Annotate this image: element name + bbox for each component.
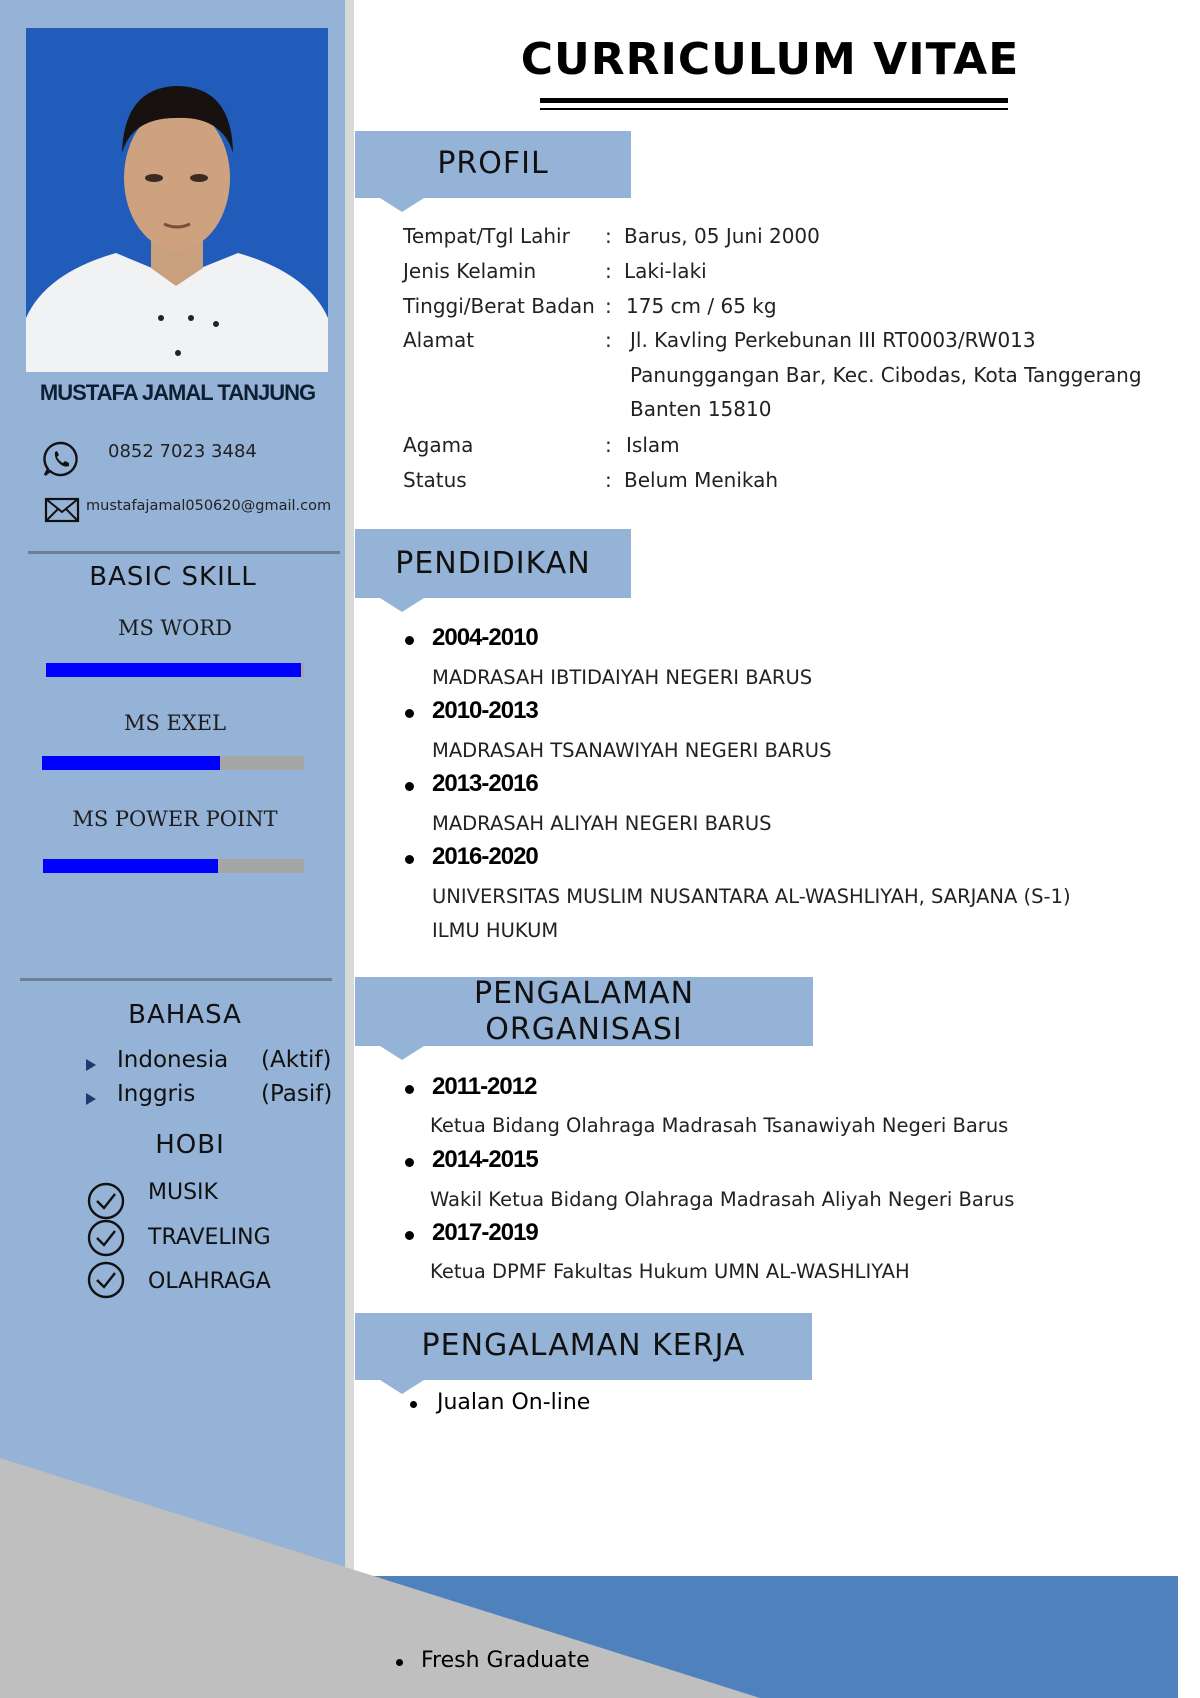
- profil-value: Barus, 05 Juni 2000: [624, 224, 820, 248]
- education-years: 2013-2016: [432, 770, 538, 797]
- organisasi-desc: Ketua Bidang Olahraga Madrasah Tsanawiyah Negeri Barus: [430, 1114, 1009, 1137]
- arrow-bullet-icon: [86, 1093, 96, 1105]
- profil-value: 175 cm / 65 kg: [626, 294, 777, 318]
- profil-value-cont: Panunggangan Bar, Kec. Cibodas, Kota Tanggerang: [630, 363, 1142, 387]
- profil-title: PROFIL: [437, 146, 549, 181]
- language-name: Inggris: [117, 1081, 196, 1107]
- colon: :: [605, 468, 612, 492]
- profile-photo: [26, 28, 328, 372]
- document-title: CURRICULUM VITAE: [520, 34, 1020, 85]
- language-name: Indonesia: [117, 1047, 229, 1073]
- education-desc: MADRASAH IBTIDAIYAH NEGERI BARUS: [432, 666, 813, 689]
- profil-value: Laki-laki: [624, 259, 707, 283]
- bullet: [405, 1231, 414, 1240]
- profil-label: Agama: [403, 433, 474, 457]
- header-notch: [380, 598, 424, 612]
- organisasi-years: 2017-2019: [432, 1219, 538, 1246]
- colon: :: [605, 328, 612, 352]
- education-years: 2004-2010: [432, 624, 538, 651]
- skill-bar-ms-word: [46, 663, 304, 677]
- profil-value-cont: Banten 15810: [630, 397, 772, 421]
- check-circle-icon: [87, 1219, 125, 1257]
- bullet: [410, 1401, 417, 1408]
- colon: :: [605, 224, 612, 248]
- organisasi-years: 2014-2015: [432, 1146, 538, 1173]
- sidebar-divider: [28, 551, 340, 554]
- skill-label-ms-power-point: MS POWER POINT: [72, 807, 278, 831]
- skill-bar-fill: [46, 663, 301, 677]
- education-desc: UNIVERSITAS MUSLIM NUSANTARA AL-WASHLIYAH, SARJANA (S-1): [432, 885, 1071, 908]
- hobby-item: MUSIK: [148, 1180, 218, 1205]
- kerja-title: PENGALAMAN KERJA: [421, 1328, 746, 1363]
- hobby-item: TRAVELING: [148, 1225, 271, 1250]
- education-years: 2010-2013: [432, 697, 538, 724]
- person-portrait-icon: [26, 28, 328, 372]
- profil-label: Tempat/Tgl Lahir: [403, 224, 570, 248]
- profil-label: Status: [403, 468, 467, 492]
- profil-value: Islam: [626, 433, 680, 457]
- education-years: 2016-2020: [432, 843, 538, 870]
- skill-label-ms-word: MS WORD: [117, 616, 232, 640]
- title-underline: [540, 108, 1008, 110]
- profil-label: Alamat: [403, 328, 475, 352]
- skill-bar-fill: [42, 756, 220, 770]
- organisasi-title: [355, 976, 813, 1048]
- check-circle-icon: [87, 1182, 125, 1220]
- language-level: (Aktif): [261, 1047, 332, 1073]
- skill-label-ms-exel: MS EXEL: [123, 711, 227, 735]
- organisasi-desc: Ketua DPMF Fakultas Hukum UMN AL-WASHLIYAH: [430, 1260, 910, 1283]
- profil-value: Jl. Kavling Perkebunan III RT0003/RW013: [630, 328, 1036, 352]
- organisasi-title-line2: ORGANISASI: [485, 1012, 683, 1047]
- organisasi-years: 2011-2012: [432, 1073, 537, 1100]
- sidebar-divider: [20, 978, 332, 981]
- header-notch: [380, 1046, 424, 1060]
- bahasa-title: BAHASA: [128, 1000, 242, 1030]
- whatsapp-icon: [42, 440, 80, 478]
- bullet: [396, 1659, 403, 1666]
- header-notch: [380, 198, 424, 212]
- bullet: [405, 1158, 414, 1167]
- mail-icon: [44, 496, 80, 524]
- arrow-bullet-icon: [86, 1059, 96, 1071]
- check-circle-icon: [87, 1261, 125, 1299]
- full-name: MUSTAFA JAMAL TANJUNG: [39, 380, 316, 405]
- education-desc: MADRASAH ALIYAH NEGERI BARUS: [432, 812, 772, 835]
- profil-label: Jenis Kelamin: [403, 259, 537, 283]
- bullet: [405, 636, 414, 645]
- profil-label: Tinggi/Berat Badan: [403, 294, 595, 318]
- email-address: mustafajamal050620@gmail.com: [86, 498, 332, 514]
- title-underline: [540, 98, 1008, 103]
- header-notch: [380, 1380, 424, 1394]
- organisasi-title-line1: PENGALAMAN: [473, 976, 695, 1011]
- skill-bar-fill: [43, 859, 218, 873]
- colon: :: [605, 294, 612, 318]
- bullet: [405, 709, 414, 718]
- skill-bar-ms-exel: [42, 756, 304, 770]
- phone-number: 0852 7023 3484: [108, 441, 257, 462]
- organisasi-desc: Wakil Ketua Bidang Olahraga Madrasah Aliyah Negeri Barus: [430, 1188, 1015, 1211]
- bullet: [405, 855, 414, 864]
- skill-bar-ms-power-point: [43, 859, 304, 873]
- bullet: [405, 782, 414, 791]
- work-item: Jualan On-line: [437, 1390, 591, 1415]
- hobby-item: OLAHRAGA: [148, 1269, 271, 1294]
- bullet: [405, 1085, 414, 1094]
- basic-skill-title: BASIC SKILL: [89, 562, 257, 592]
- colon: :: [605, 433, 612, 457]
- education-desc: MADRASAH TSANAWIYAH NEGERI BARUS: [432, 739, 832, 762]
- work-item: Fresh Graduate: [421, 1648, 590, 1673]
- pendidikan-title: PENDIDIKAN: [395, 546, 591, 581]
- hobi-title: HOBI: [155, 1130, 225, 1160]
- profil-value: Belum Menikah: [624, 468, 779, 492]
- education-desc-cont: ILMU HUKUM: [432, 919, 559, 942]
- colon: :: [605, 259, 612, 283]
- language-level: (Pasif): [261, 1081, 333, 1107]
